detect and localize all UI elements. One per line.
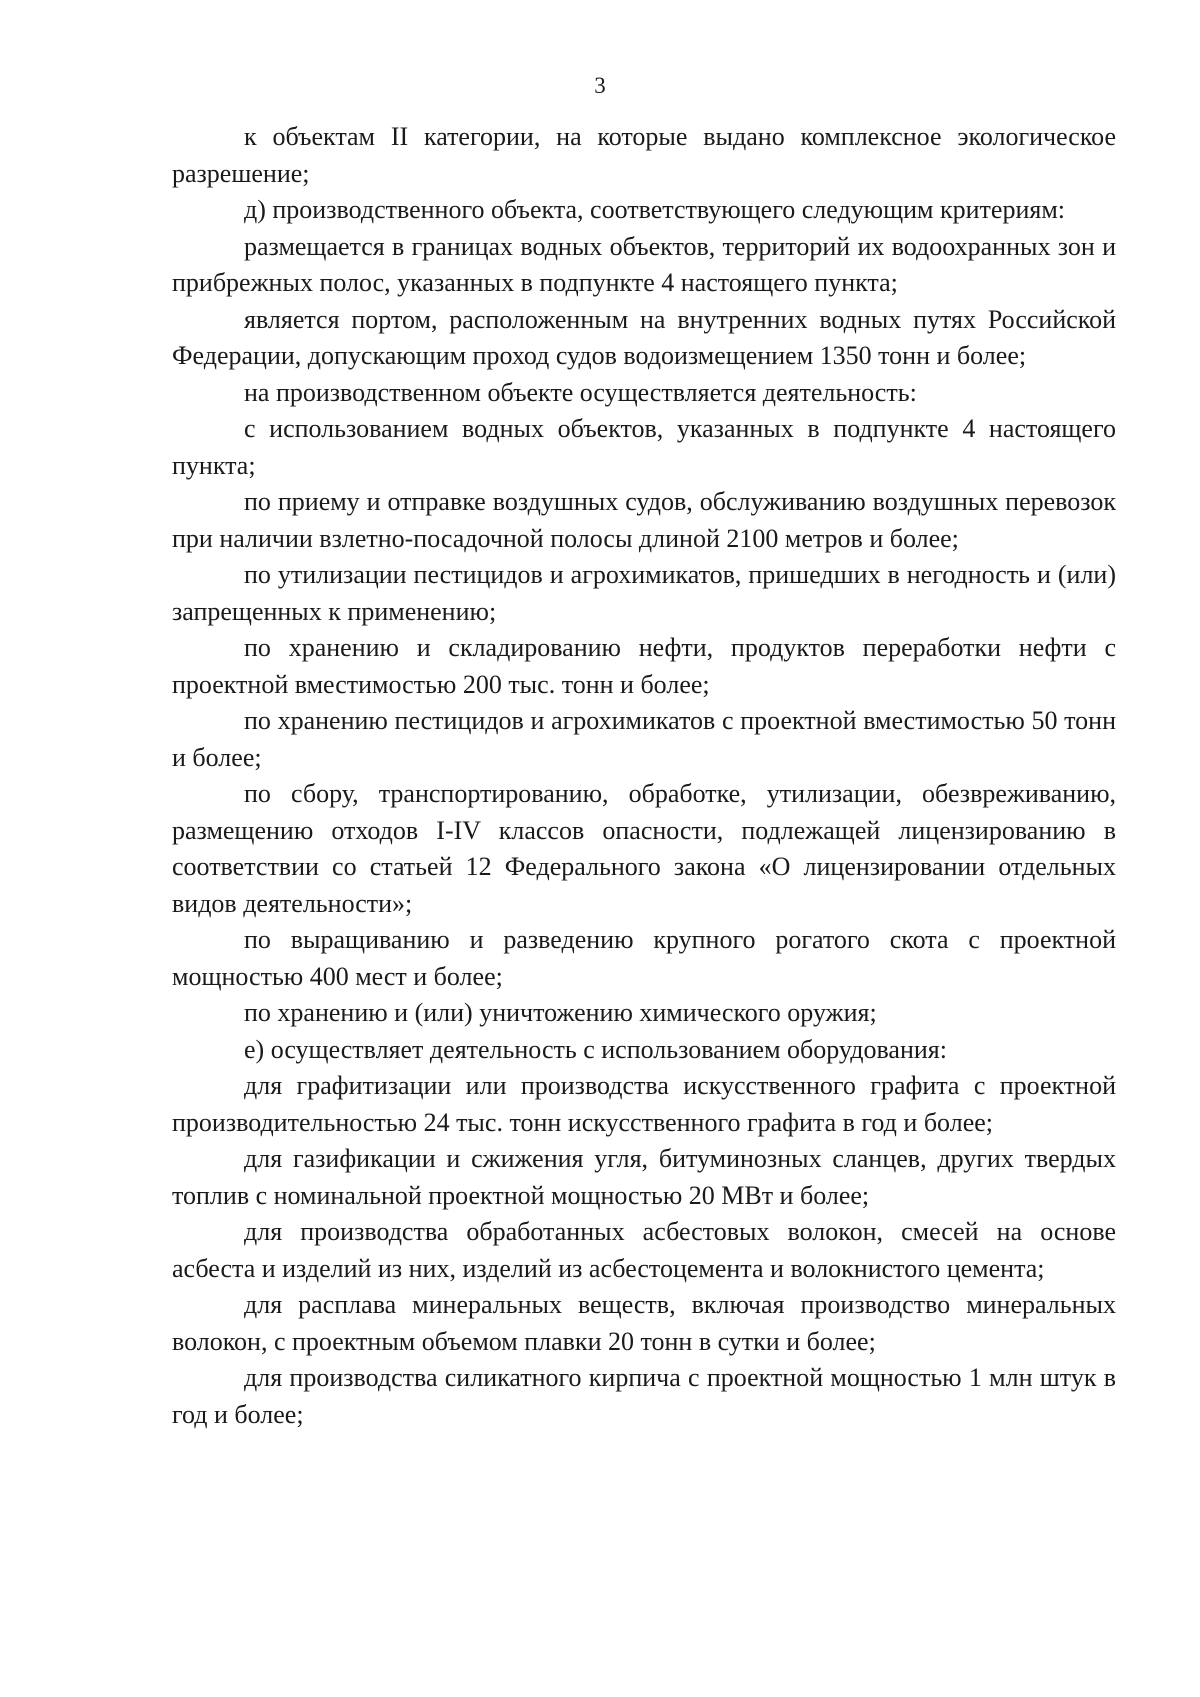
page-number: 3 <box>594 73 606 98</box>
paragraph: на производственном объекте осуществляется деятельность: <box>244 377 917 407</box>
paragraph: к объектам II категории, на которые выдано комплексное экологическое разрешение; <box>172 122 1116 188</box>
paragraph: по хранению и (или) уничтожению химического оружия; <box>244 998 877 1027</box>
paragraph: для расплава минеральных веществ, включая производство минеральных волокон, с проектным объемом плавки 20 тонн в сутки и более; <box>172 1290 1116 1356</box>
paragraph: по хранению и складированию нефти, продуктов переработки нефти с проектной вместимостью 200 тыс. тонн и более; <box>172 633 1116 699</box>
paragraph: для производства обработанных асбестовых волокон, смесей на основе асбеста и изделий из них, изделий из асбестоцемента и волокнистого цемента; <box>172 1217 1116 1283</box>
paragraph: по утилизации пестицидов и агрохимикатов, пришедших в негодность и (или) запрещенных к применению; <box>172 560 1116 626</box>
document-body <box>172 119 1116 1433</box>
paragraph: размещается в границах водных объектов, территорий их водоохранных зон и прибрежных полос, указанных в подпункте 4 настоящего пункта; <box>172 231 1116 297</box>
paragraph: по приему и отправке воздушных судов, обслуживанию воздушных перевозок при наличии взлетно-посадочной полосы длиной 2100 метров и более; <box>172 487 1116 553</box>
paragraph: д) производственного объекта, соответствующего следующим критериям: <box>244 195 1065 224</box>
paragraph: для производства силикатного кирпича с проектной мощностью 1 млн штук в год и более; <box>172 1363 1116 1429</box>
paragraph: является портом, расположенным на внутренних водных путях Российской Федерации, допускающим проход судов водоизмещением 1350 тонн и более; <box>172 304 1116 370</box>
paragraph: по выращиванию и разведению крупного рогатого скота с проектной мощностью 400 мест и более; <box>172 925 1116 991</box>
paragraph: по сбору, транспортированию, обработке, утилизации, обезвреживанию, размещению отходов I-IV классов опасности, подлежащей лицензированию в соответствии со статьей 12 Федерального закона «О лицензировании отдельных видов деятельности»; <box>172 779 1116 918</box>
paragraph: с использованием водных объектов, указанных в подпункте 4 настоящего пункта; <box>172 414 1116 480</box>
paragraph: для газификации и сжижения угля, битуминозных сланцев, других твердых топлив с номинальной проектной мощностью 20 МВт и более; <box>172 1144 1116 1210</box>
paragraph: по хранению пестицидов и агрохимикатов с проектной вместимостью 50 тонн и более; <box>172 706 1116 772</box>
paragraph: е) осуществляет деятельность с использованием оборудования: <box>244 1034 947 1064</box>
paragraph: для графитизации или производства искусственного графита с проектной производительностью 24 тыс. тонн искусственного графита в год и более; <box>172 1071 1116 1137</box>
